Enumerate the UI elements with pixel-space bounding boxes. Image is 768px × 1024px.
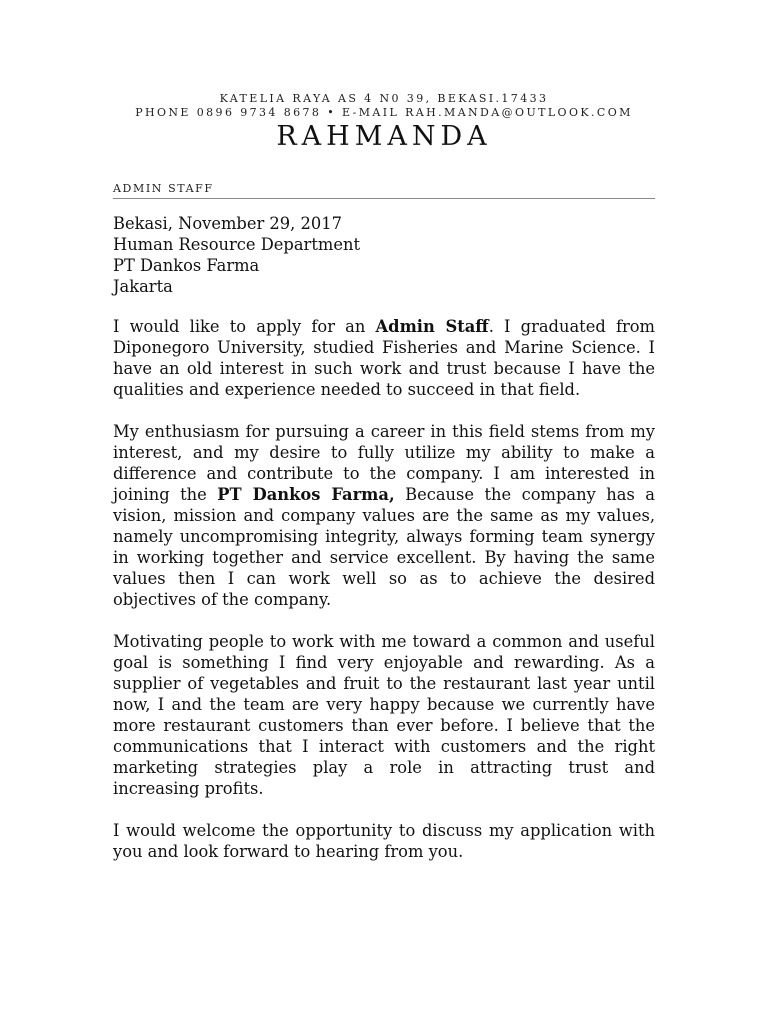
recipient-city: Jakarta <box>113 277 173 296</box>
paragraph-intro-lead: I would like to apply for an <box>113 317 376 336</box>
recipient-block <box>113 213 655 297</box>
date-line: Bekasi, November 29, 2017 <box>113 214 342 233</box>
paragraph-closing: I would welcome the opportunity to discuss my application with you and look forward to hearing from you. <box>113 821 655 861</box>
letterhead-contact <box>0 92 768 120</box>
paragraph-motivation <box>113 421 655 610</box>
header-divider <box>113 198 655 199</box>
letter-body <box>113 213 655 883</box>
company-name-bold: PT Dankos Farma, <box>217 485 395 504</box>
address-line: KATELIA RAYA AS 4 N0 39, BEKASI.17433 <box>219 92 549 105</box>
paragraph-motivation-rest: Because the company has a vision, mission and company values are the same as my values, namely uncompromising integrity, always forming team synergy in working together and service excellent. By having the same values then I can work well so as to achieve the desired objectives of the company. <box>113 485 656 609</box>
paragraph-intro <box>113 316 655 400</box>
recipient-company: PT Dankos Farma <box>113 256 260 275</box>
recipient-department: Human Resource Department <box>113 235 360 254</box>
position-title: Admin Staff <box>375 317 489 336</box>
paragraph-experience: Motivating people to work with me toward a common and useful goal is something I find very enjoyable and rewarding. As a supplier of vegetables and fruit to the restaurant last year until now, I and the team are very happy because we currently have more restaurant customers than ever before. I believe that the communications that I interact with customers and the right marketing strategies play a role in attracting trust and increasing profits. <box>113 632 655 798</box>
paragraph-motivation-lead: My enthusiasm for pursuing a career in this field stems from my interest, and my desire to fully utilize my ability to make a difference and contribute to the company. I am interested in joining the <box>113 422 655 504</box>
applicant-role: ADMIN STAFF <box>113 182 214 195</box>
paragraph-intro-rest: . I graduated from Diponegoro University, studied Fisheries and Marine Science. I have an old interest in such work and trust because I have the qualities and experience needed to succeed in that field. <box>113 317 655 399</box>
contact-line: PHONE 0896 9734 8678 • E-MAIL RAH.MANDA@OUTLOOK.COM <box>135 106 633 119</box>
applicant-name: RAHMANDA <box>276 121 492 152</box>
